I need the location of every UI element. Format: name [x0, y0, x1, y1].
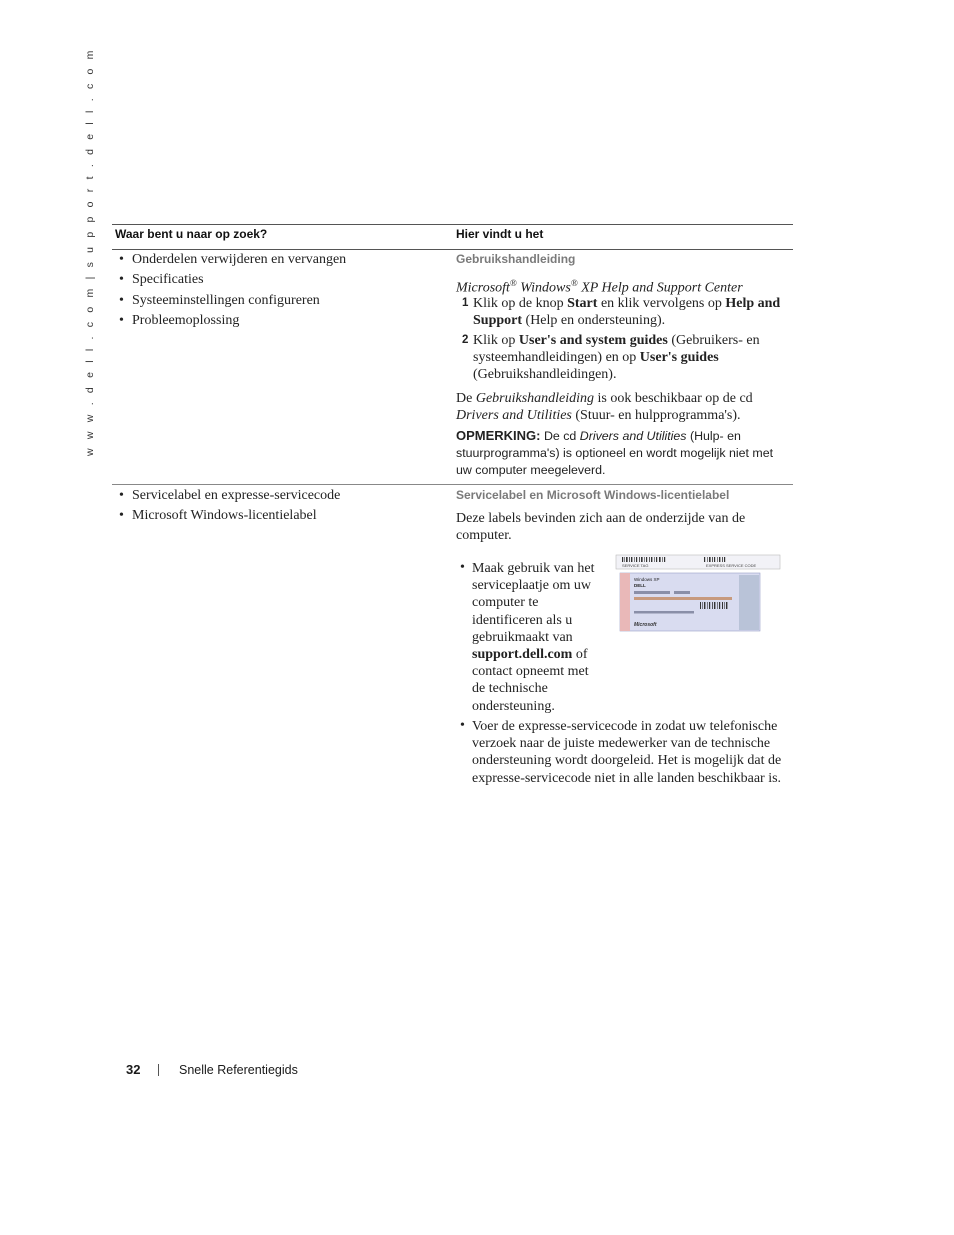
- section-title-user-guide: Gebruikshandleiding: [456, 252, 576, 266]
- column-header-question: Waar bent u naar op zoek?: [115, 227, 268, 241]
- list-item: • Servicelabel en expresse-servicecode: [116, 486, 340, 506]
- express-code-bullet: Voer de expresse-servicecode in zodat uw telefonische verzoek naar de juiste medewerker van de technische ondersteuning wordt doorgeleid. Het is mogelijk dat de expresse-servicecode niet in alle landen beschikbaar is.: [472, 719, 782, 786]
- svg-text:EXPRESS SERVICE CODE: EXPRESS SERVICE CODE: [706, 563, 757, 568]
- bullet-dot: •: [460, 560, 465, 575]
- list-item: • Microsoft Windows-licentielabel: [116, 506, 340, 526]
- page-number: 32: [126, 1062, 141, 1077]
- bullet-dot: •: [460, 718, 465, 733]
- note: OPMERKING: De cd Drivers and Utilities (Hulp- en stuurprogramma's) is optioneel en wordt mogelijk niet met uw computer meegeleverd.: [456, 428, 774, 477]
- labels-intro: Deze labels bevinden zich aan de onderzijde van de computer.: [456, 511, 746, 544]
- svg-text:Microsoft: Microsoft: [634, 622, 657, 628]
- footer-title: Snelle Referentiegids: [179, 1063, 298, 1077]
- step-number-1: 1: [462, 297, 469, 309]
- availability-paragraph: De Gebruikshandleiding is ook beschikbaar op de cd Drivers and Utilities (Stuur- en hulpprogramma's).: [456, 391, 753, 424]
- support-link[interactable]: support.dell.com: [472, 647, 573, 663]
- table-top-rule: [112, 224, 793, 225]
- list-item: • Systeeminstellingen configureren: [116, 291, 346, 311]
- step-1-text: Klik op de knop Start en klik vervolgens op Help and Support (Help en ondersteuning).: [473, 296, 781, 329]
- row-divider: [112, 484, 793, 485]
- list-item: • Onderdelen verwijderen en vervangen: [116, 250, 346, 270]
- service-tag-bullet: Maak gebruik van het serviceplaatje om uw computer te identificeren als u gebruikmaakt van support.dell.com of contact opneemt met de technische ondersteuning.: [472, 561, 595, 714]
- section-title-labels: Servicelabel en Microsoft Windows-licentielabel: [456, 488, 730, 502]
- step-2-text: Klik op User's and system guides (Gebruikers- en systeemhandleidingen) en op User's guides (Gebruikshandleidingen).: [473, 333, 760, 383]
- row1-topic-list: [116, 250, 346, 331]
- note-label: OPMERKING:: [456, 428, 541, 443]
- service-label-image: [614, 553, 784, 638]
- svg-text:Windows XP: Windows XP: [634, 577, 660, 582]
- row2-topic-list: [116, 486, 340, 527]
- list-item: • Specificaties: [116, 270, 346, 290]
- column-header-answer: Hier vindt u het: [456, 227, 544, 241]
- list-item: • Probleemoplossing: [116, 311, 346, 331]
- svg-text:DELL: DELL: [634, 583, 646, 588]
- svg-text:SERVICE TAG: SERVICE TAG: [622, 563, 649, 568]
- help-center-title: Microsoft® Windows® XP Help and Support Center: [456, 278, 743, 296]
- side-url: w w w . d e l l . c o m | s u p p o r t . d e l l . c o m: [84, 47, 96, 456]
- footer-separator: [158, 1064, 159, 1076]
- step-number-2: 2: [462, 334, 469, 346]
